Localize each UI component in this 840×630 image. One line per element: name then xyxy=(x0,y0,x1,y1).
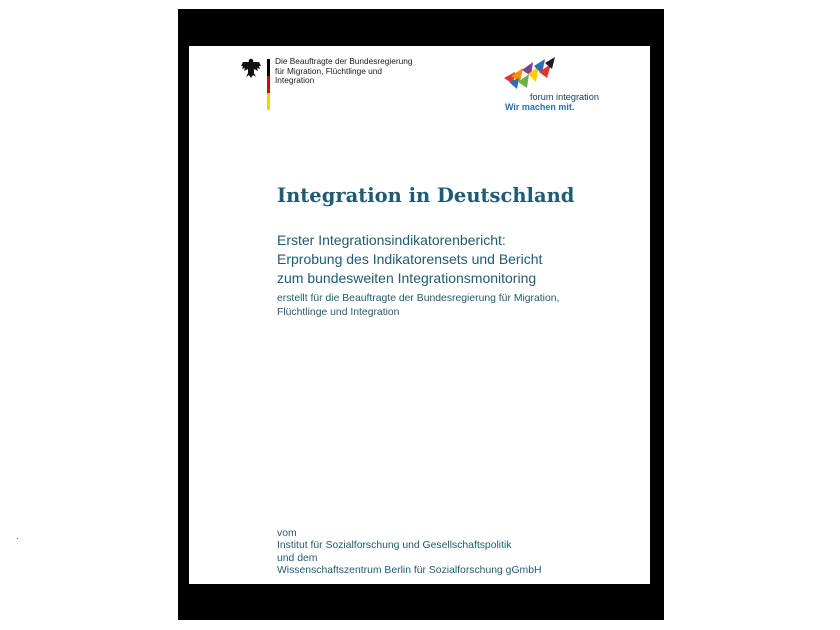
partner-name: forum integration xyxy=(530,92,599,102)
prepared-line: erstellt für die Beauftragte der Bundesregierung für Migration, xyxy=(277,293,560,304)
stray-dot xyxy=(17,538,18,539)
federal-eagle-icon xyxy=(240,57,262,79)
authors-line: Wissenschaftszentrum Berlin für Sozialforschung gGmbH xyxy=(277,565,542,577)
document-subtitle xyxy=(277,231,577,288)
authors xyxy=(277,528,541,578)
forum-integration-logo-icon xyxy=(501,56,561,92)
partner-slogan: Wir machen mit. xyxy=(505,102,575,112)
authors-line: Institut für Sozialforschung und Gesellschaftspolitik xyxy=(277,540,512,552)
ministry-line: Die Beauftragte der Bundesregierung xyxy=(275,56,413,66)
authors-line: vom xyxy=(277,528,297,539)
prepared-line: Flüchtlinge und Integration xyxy=(277,307,400,318)
ministry-line: für Migration, Flüchtlinge und xyxy=(275,65,382,76)
cover-page xyxy=(189,46,650,584)
ministry-name xyxy=(275,57,465,86)
german-flag-bar xyxy=(267,59,270,110)
subtitle-line: Erster Integrationsindikatorenbericht: xyxy=(277,232,506,248)
ministry-line: Integration xyxy=(275,75,315,86)
document-title: Integration in Deutschland xyxy=(277,184,575,207)
subtitle-line: zum bundesweiten Integrationsmonitoring xyxy=(277,270,537,286)
authors-line: und dem xyxy=(277,552,318,564)
subtitle-line: Erprobung des Indikatorensets und Bericht xyxy=(277,251,543,267)
prepared-for xyxy=(277,292,559,320)
